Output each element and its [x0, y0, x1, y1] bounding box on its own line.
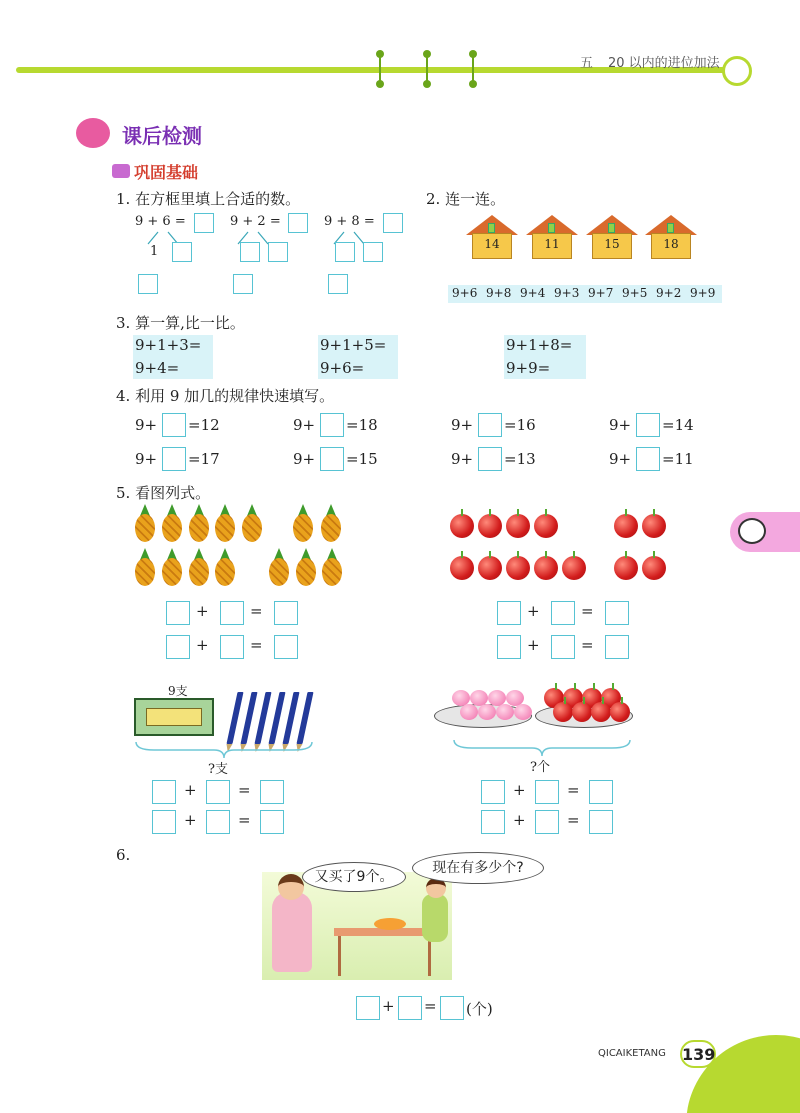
- plus-sign: +: [527, 636, 540, 654]
- peach-icon: [460, 704, 478, 720]
- pencil-icon: [296, 692, 313, 744]
- pens-count-label: 9支: [168, 684, 188, 698]
- pens-total-label: ?支: [208, 762, 228, 777]
- plus-sign: +: [196, 602, 209, 620]
- answer-box[interactable]: [260, 810, 284, 834]
- q4-result: =15: [346, 450, 378, 468]
- q1-hint: 1: [150, 244, 159, 259]
- plus-sign: +: [184, 811, 197, 829]
- q1-expr: 9 + 8 =: [324, 214, 375, 229]
- house[interactable]: [466, 215, 518, 259]
- answer-box[interactable]: [260, 780, 284, 804]
- pineapple-icon: [188, 504, 210, 542]
- equals-sign: =: [238, 781, 251, 799]
- pencil-box: [134, 698, 214, 736]
- house-number: 15: [604, 237, 620, 251]
- answer-box[interactable]: [274, 601, 298, 625]
- table-leg: [338, 936, 341, 976]
- house[interactable]: [526, 215, 578, 259]
- q4-prefix: 9+: [293, 416, 316, 434]
- answer-box[interactable]: [478, 413, 502, 437]
- q4-result: =16: [504, 416, 536, 434]
- q2-expr[interactable]: 9+4: [520, 286, 546, 300]
- girl-figure: [422, 894, 448, 942]
- pineapple-icon: [292, 504, 314, 542]
- apple-icon: [534, 514, 558, 538]
- answer-box[interactable]: [166, 601, 190, 625]
- answer-box[interactable]: [335, 242, 355, 262]
- answer-box[interactable]: [206, 780, 230, 804]
- header-peg: [423, 50, 431, 88]
- q1-label: 1. 在方框里填上合适的数。: [116, 190, 301, 208]
- apple-icon: [614, 556, 638, 580]
- equals-sign: =: [250, 602, 263, 620]
- table-leg: [428, 936, 431, 976]
- answer-box[interactable]: [220, 635, 244, 659]
- house-number: 14: [484, 237, 500, 251]
- q3-expr: 9+1+8=: [506, 336, 573, 354]
- q3-expr: 9+4=: [135, 359, 180, 377]
- pencil-box-lid: [146, 708, 202, 726]
- speech-bubble: 又买了9个。: [302, 862, 406, 892]
- equals-sign: =: [238, 811, 251, 829]
- plus-sign: +: [382, 997, 395, 1015]
- panda-icon: [738, 518, 766, 544]
- q6-unit: (个): [466, 1000, 493, 1018]
- answer-box[interactable]: [162, 447, 186, 471]
- peach-icon: [496, 704, 514, 720]
- q2-expr[interactable]: 9+8: [486, 286, 512, 300]
- equals-sign: =: [581, 602, 594, 620]
- answer-box[interactable]: [440, 996, 464, 1020]
- header-peg: [469, 50, 477, 88]
- answer-box[interactable]: [233, 274, 253, 294]
- equals-sign: =: [581, 636, 594, 654]
- q4-result: =18: [346, 416, 378, 434]
- house[interactable]: [645, 215, 697, 259]
- answer-box[interactable]: [481, 810, 505, 834]
- q1-expr: 9 + 2 =: [230, 214, 281, 229]
- apple-icon: [562, 556, 586, 580]
- pineapple-icon: [214, 548, 236, 586]
- pencil-icon: [112, 164, 130, 178]
- speech-bubble: 现在有多少个?: [412, 852, 544, 884]
- answer-box[interactable]: [497, 601, 521, 625]
- plus-sign: +: [527, 602, 540, 620]
- q3-label: 3. 算一算,比一比。: [116, 314, 245, 332]
- pineapple-icon: [134, 504, 156, 542]
- q4-prefix: 9+: [609, 450, 632, 468]
- apple-icon: [478, 514, 502, 538]
- chapter-title: 20 以内的进位加法: [608, 56, 720, 71]
- q3-expr: 9+9=: [506, 359, 551, 377]
- section-title: 课后检测: [122, 124, 202, 148]
- q1-expr: 9 + 6 =: [135, 214, 186, 229]
- answer-box[interactable]: [589, 810, 613, 834]
- footer-brand: QICAIKETANG: [598, 1048, 666, 1059]
- q4-prefix: 9+: [135, 416, 158, 434]
- q4-result: =13: [504, 450, 536, 468]
- answer-box[interactable]: [152, 780, 176, 804]
- pineapple-icon: [161, 548, 183, 586]
- answer-box[interactable]: [605, 635, 629, 659]
- equals-sign: =: [250, 636, 263, 654]
- q4-prefix: 9+: [135, 450, 158, 468]
- answer-box[interactable]: [636, 413, 660, 437]
- answer-box[interactable]: [356, 996, 380, 1020]
- answer-box[interactable]: [481, 780, 505, 804]
- answer-box[interactable]: [166, 635, 190, 659]
- answer-box[interactable]: [172, 242, 192, 262]
- pineapple-icon: [321, 548, 343, 586]
- answer-box[interactable]: [320, 413, 344, 437]
- fruits-total-label: ?个: [530, 760, 550, 775]
- q4-prefix: 9+: [609, 416, 632, 434]
- q2-expr[interactable]: 9+5: [622, 286, 648, 300]
- apple-icon: [450, 556, 474, 580]
- pineapple-icon: [320, 504, 342, 542]
- q2-expr[interactable]: 9+7: [588, 286, 614, 300]
- q4-result: =11: [662, 450, 694, 468]
- q4-label: 4. 利用 9 加几的规律快速填写。: [116, 387, 335, 405]
- apple-icon: [642, 556, 666, 580]
- apple-icon: [610, 702, 630, 722]
- answer-box[interactable]: [398, 996, 422, 1020]
- pineapple-icon: [188, 548, 210, 586]
- apple-icon: [450, 514, 474, 538]
- q3-expr: 9+6=: [320, 359, 365, 377]
- peach-icon: [514, 704, 532, 720]
- apple-icon: [506, 514, 530, 538]
- woman-figure: [272, 892, 312, 972]
- house-number: 11: [544, 237, 560, 251]
- answer-box[interactable]: [320, 447, 344, 471]
- q2-expr[interactable]: 9+2: [656, 286, 682, 300]
- apple-icon: [553, 702, 573, 722]
- plus-sign: +: [184, 781, 197, 799]
- apple-icon: [478, 556, 502, 580]
- q4-prefix: 9+: [451, 450, 474, 468]
- mascot-badge-icon: [722, 56, 752, 86]
- q4-result: =12: [188, 416, 220, 434]
- answer-box[interactable]: [162, 413, 186, 437]
- q2-label: 2. 连一连。: [426, 190, 506, 208]
- answer-box[interactable]: [636, 447, 660, 471]
- answer-box[interactable]: [535, 780, 559, 804]
- pineapple-icon: [161, 504, 183, 542]
- fruit-plate: [374, 918, 406, 930]
- answer-box[interactable]: [605, 601, 629, 625]
- answer-box[interactable]: [363, 242, 383, 262]
- answer-box[interactable]: [268, 242, 288, 262]
- answer-box[interactable]: [478, 447, 502, 471]
- plus-sign: +: [513, 781, 526, 799]
- pineapple-icon: [268, 548, 290, 586]
- answer-box[interactable]: [535, 810, 559, 834]
- side-tab: [730, 512, 800, 552]
- apple-icon: [534, 556, 558, 580]
- answer-box[interactable]: [551, 601, 575, 625]
- answer-box[interactable]: [551, 635, 575, 659]
- q2-expr[interactable]: 9+3: [554, 286, 580, 300]
- pineapple-icon: [214, 504, 236, 542]
- house[interactable]: [586, 215, 638, 259]
- apple-icon: [614, 514, 638, 538]
- peach-icon: [478, 704, 496, 720]
- q4-result: =17: [188, 450, 220, 468]
- answer-box[interactable]: [274, 635, 298, 659]
- apple-icon: [572, 702, 592, 722]
- answer-box[interactable]: [497, 635, 521, 659]
- apple-icon: [506, 556, 530, 580]
- plus-sign: +: [196, 636, 209, 654]
- q3-expr: 9+1+3=: [135, 336, 202, 354]
- q3-expr: 9+1+5=: [320, 336, 387, 354]
- page-number: 139: [680, 1040, 716, 1068]
- q5-label: 5. 看图列式。: [116, 484, 211, 502]
- answer-box[interactable]: [220, 601, 244, 625]
- answer-box[interactable]: [152, 810, 176, 834]
- chapter-number: 五: [580, 56, 594, 71]
- apple-icon: [591, 702, 611, 722]
- answer-box[interactable]: [328, 274, 348, 294]
- q2-expr[interactable]: 9+9: [690, 286, 716, 300]
- equals-sign: =: [424, 997, 437, 1015]
- equals-sign: =: [567, 811, 580, 829]
- answer-box[interactable]: [206, 810, 230, 834]
- header-peg: [376, 50, 384, 88]
- apple-icon: [642, 514, 666, 538]
- answer-box[interactable]: [138, 274, 158, 294]
- subsection-title: 巩固基础: [134, 163, 199, 182]
- q4-result: =14: [662, 416, 694, 434]
- q4-prefix: 9+: [451, 416, 474, 434]
- answer-box[interactable]: [240, 242, 260, 262]
- woman-head: [278, 874, 304, 900]
- q6-label: 6.: [116, 846, 131, 864]
- q4-prefix: 9+: [293, 450, 316, 468]
- pineapple-icon: [134, 548, 156, 586]
- equals-sign: =: [567, 781, 580, 799]
- pineapple-icon: [295, 548, 317, 586]
- q2-expr[interactable]: 9+6: [452, 286, 478, 300]
- house-number: 18: [663, 237, 679, 251]
- plus-sign: +: [513, 811, 526, 829]
- section-mascot-icon: [76, 118, 110, 148]
- pineapple-icon: [241, 504, 263, 542]
- answer-box[interactable]: [589, 780, 613, 804]
